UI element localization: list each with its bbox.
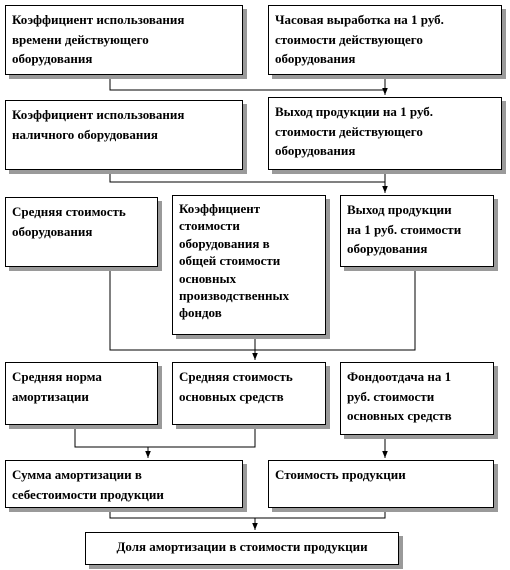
node-hourly-output-per-ruble: Часовая выработка на 1 руб. стоимости действующего оборудования [268,5,502,75]
node-output-per-ruble-active-equipment: Выход продукции на 1 руб. стоимости действующего оборудования [268,97,502,170]
connector-row5 [110,508,385,518]
node-depreciation-share-in-product-value: Доля амортизации в стоимости продукции [85,532,399,565]
node-available-equipment-utilization: Коэффициент использования наличного оборудования [5,100,243,170]
node-output-per-ruble-equipment: Выход продукции на 1 руб. стоимости оборудования [340,195,494,267]
node-equipment-share-coefficient: Коэффициент стоимости оборудования в общей стоимости основных производственных фондов [172,195,326,335]
node-average-fixed-assets-cost: Средняя стоимость основных средств [172,362,326,425]
node-average-equipment-cost: Средняя стоимость оборудования [5,197,158,267]
node-average-depreciation-rate: Средняя норма амортизации [5,362,158,425]
connector-row4 [75,425,255,447]
node-product-value: Стоимость продукции [268,460,494,508]
connector-avail-util [110,170,385,182]
node-capital-productivity: Фондоотдача на 1 руб. стоимости основных средств [340,362,494,435]
node-depreciation-in-production-cost: Сумма амортизации в себестоимости продукции [5,460,243,508]
node-time-utilization-coefficient: Коэффициент использования времени действующего оборудования [5,5,243,75]
connector-time-util [110,75,385,90]
